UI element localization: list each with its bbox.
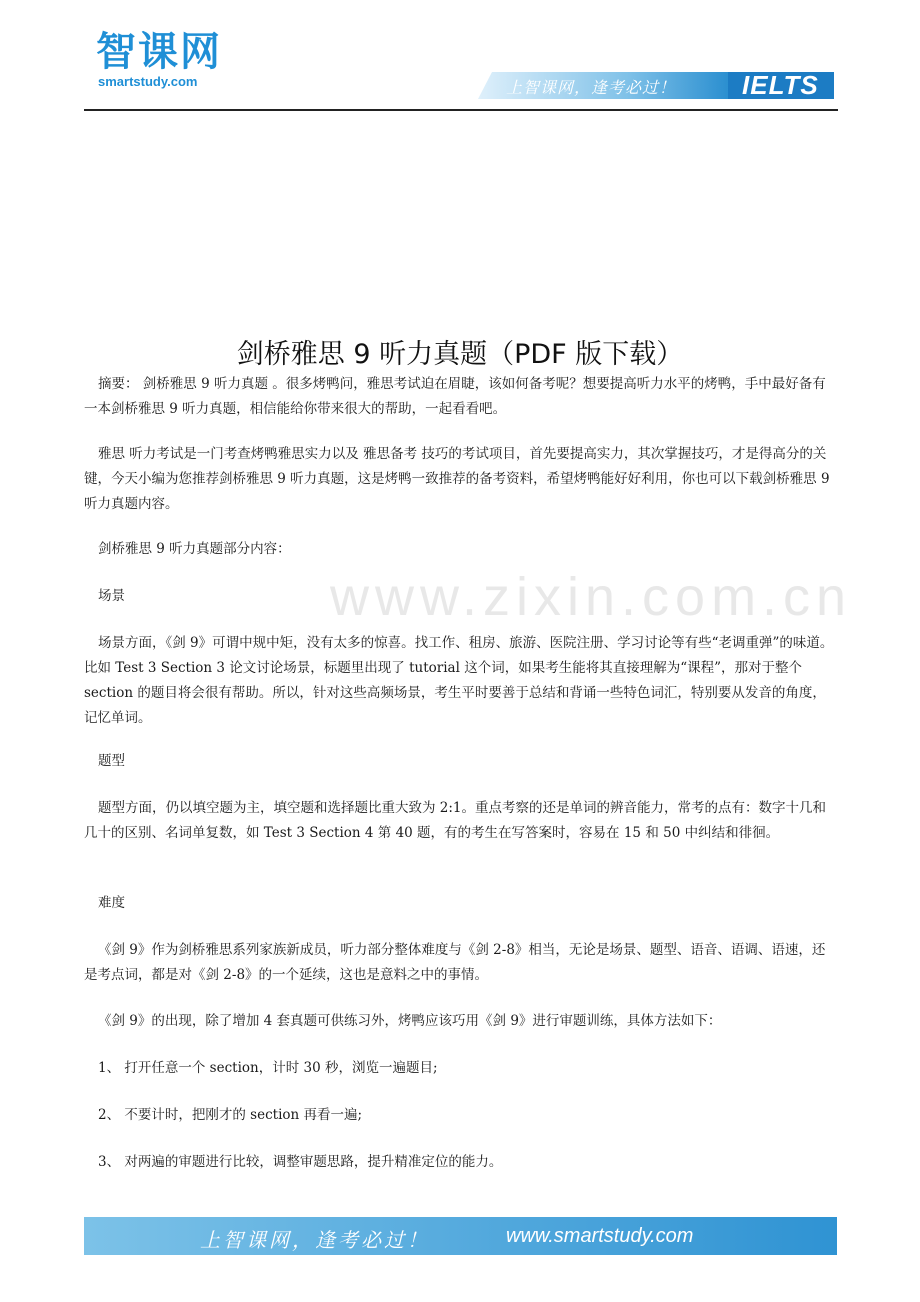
heading-question-type: 题型 [98,753,125,769]
heading-scene: 场景 [98,588,125,604]
intro-paragraph: 雅思 听力考试是一门考查烤鸭雅思实力以及 雅思备考 技巧的考试项目，首先要提高实力，其次掌握技巧，才是得高分的关键，今天小编为您推荐剑桥雅思 9 听力真题，这是烤鸭一致推荐的备考资料，希望烤鸭能好好利用，你也可以下载剑桥雅思 9 听力真题内容。 [84,446,830,512]
page-title: 剑桥雅思 9 听力真题（PDF 版下载） [236,339,684,370]
difficulty-paragraph: 《剑 9》作为剑桥雅思系列家族新成员，听力部分整体难度与《剑 2-8》相当，无论是场景、题型、语音、语调、语速，还是考点词，都是对《剑 2-8》的一个延续，这也是意料之中的事情。 [84,942,826,983]
watermark: www.zixin.com.cn [330,567,853,627]
list-item: 3、 对两遍的审题进行比较，调整审题思路，提升精准定位的能力。 [98,1154,503,1170]
logo-url: smartstudy.com [98,74,198,89]
logo-text: 智课网 [96,29,222,75]
footer-banner [84,1217,837,1255]
list-item: 1、 打开任意一个 section，计时 30 秒，浏览一遍题目; [98,1060,438,1076]
heading-difficulty: 难度 [98,895,125,911]
header-slogan: 上智课网，逢考必过！ [506,78,677,97]
abstract-paragraph: 摘要： 剑桥雅思 9 听力真题 。很多烤鸭问，雅思考试迫在眉睫，该如何备考呢？想要提高听力水平的烤鸭，手中最好备有一本剑桥雅思 9 听力真题，相信能给你带来很大的帮助，一起看看吧。 [84,376,826,417]
ielts-label: IELTS [742,70,819,100]
footer-slogan: 上智课网，逢考必过！ [200,1228,430,1252]
method-intro: 《剑 9》的出现，除了增加 4 套真题可供练习外，烤鸭应该巧用《剑 9》进行审题训练，具体方法如下： [98,1013,722,1029]
header-banner [478,72,834,99]
list-item: 2、 不要计时，把刚才的 section 再看一遍; [98,1107,363,1123]
header-divider [84,109,838,111]
footer-url-link[interactable]: www.smartstudy.com [506,1225,694,1247]
section-intro: 剑桥雅思 9 听力真题部分内容： [98,541,291,557]
site-logo[interactable] [96,30,246,100]
question-type-paragraph: 题型方面，仍以填空题为主，填空题和选择题比重大致为 2:1。重点考察的还是单词的辨音能力，常考的点有：数字十几和几十的区别、名词单复数，如 Test 3 Section 4 第 40 题，有的考生在写答案时，容易在 15 和 50 中纠结和徘徊。 [84,800,827,841]
scene-paragraph: 场景方面，《剑 9》可谓中规中矩，没有太多的惊喜。找工作、租房、旅游、医院注册、学习讨论等有些“老调重弹”的味道。比如 Test 3 Section 3 论文讨论场景，标题里出现了 tutorial 这个词，如果考生能将其直接理解为“课程”，那对于整个 section 的题目将会很有帮助。所以，针对这些高频场景，考生平时要善于总结和背诵一些特色词汇，特别要从发音的角度，记忆单词。 [84,635,834,726]
